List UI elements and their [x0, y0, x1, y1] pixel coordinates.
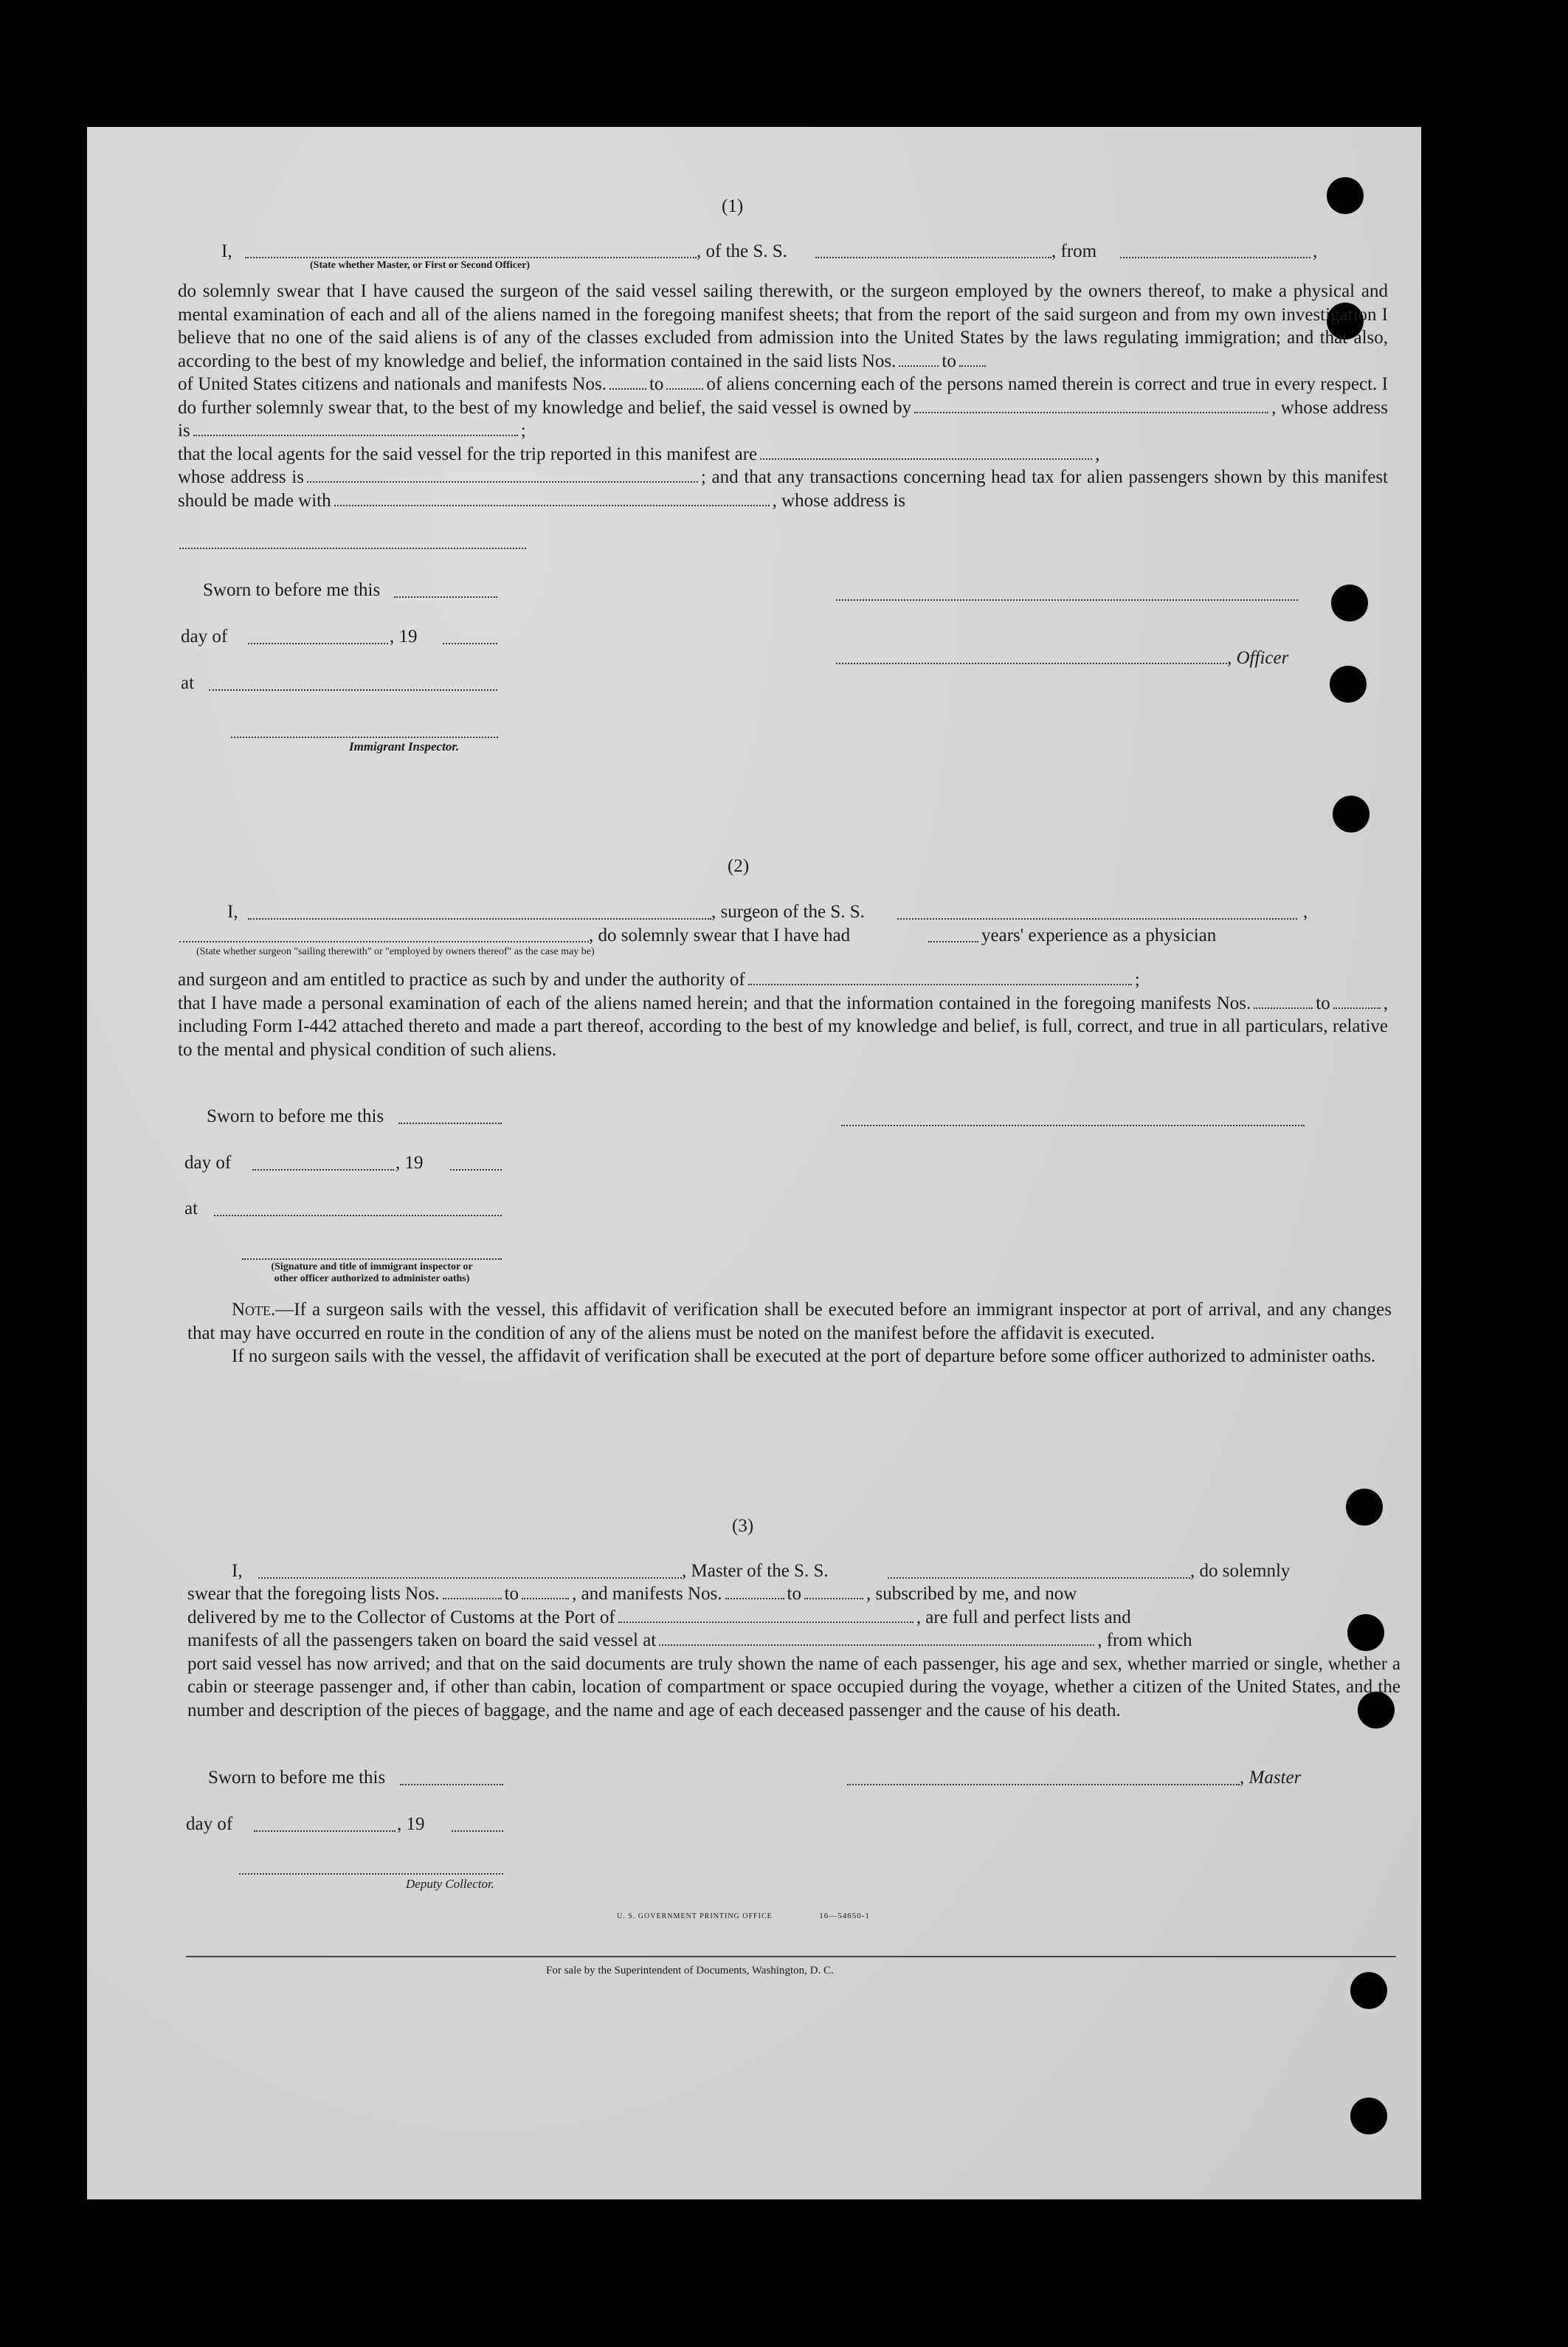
note-paragraph — [187, 1298, 1392, 1368]
text: , are full and perfect lists and — [916, 1607, 1131, 1627]
text: years' experience as a physician — [981, 926, 1217, 945]
fill-line[interactable] — [888, 1577, 1190, 1579]
punch-hole — [1330, 666, 1367, 703]
text: , including Form I-442 attached thereto and made a part thereof, according to the best of my knowledge and belief, is full, correct, and true in all particulars, relative to the mental and physical condition of such aliens. — [178, 993, 1388, 1060]
punch-hole — [1350, 2098, 1387, 2134]
fill-line[interactable] — [899, 363, 939, 367]
text: —If a surgeon sails with the vessel, this affidavit of verification shall be executed before an immigrant inspector at port of arrival, and any changes that may have occurred en route in the condition of any of the aliens must be noted on the manifest before the affidavit is executed. — [187, 1300, 1392, 1343]
fill-line[interactable] — [1333, 1005, 1381, 1009]
footer-text: For sale by the Superintendent of Documents, Washington, D. C. — [546, 1965, 834, 1976]
text: , whose address is — [178, 397, 1388, 441]
text: to — [1316, 993, 1330, 1013]
text: , do solemnly — [1190, 1561, 1291, 1581]
text: day of — [181, 627, 228, 647]
text: , 19 — [397, 1814, 425, 1834]
section-number: (1) — [722, 196, 744, 216]
text: to — [504, 1584, 519, 1604]
text: manifests of all the passengers taken on board the said vessel at — [187, 1630, 657, 1650]
fill-line[interactable] — [394, 596, 497, 598]
text: delivered by me to the Collector of Customs at the Port of — [187, 1607, 615, 1627]
signature-line[interactable] — [841, 1125, 1305, 1126]
text: that the local agents for the said vessel for the trip reported in this manifest are — [178, 444, 758, 464]
text: to — [942, 351, 956, 371]
fill-line[interactable] — [400, 1784, 503, 1785]
signature-title: , Officer — [1227, 648, 1289, 668]
fill-line[interactable] — [897, 918, 1297, 920]
fill-line[interactable] — [928, 941, 978, 942]
fill-line[interactable] — [214, 1215, 502, 1216]
punch-hole — [1327, 177, 1364, 214]
fill-line[interactable] — [452, 1830, 503, 1832]
text: whose address is — [178, 467, 304, 487]
fill-line[interactable] — [1120, 257, 1310, 258]
fill-line[interactable] — [748, 982, 1132, 985]
form-number: 16—54650-1 — [819, 1912, 870, 1920]
text: , Master of the S. S. — [682, 1561, 829, 1581]
punch-hole — [1333, 796, 1370, 833]
note-label: Note. — [232, 1300, 276, 1320]
caption: (State whether surgeon "sailing therewith" or "employed by owners thereof" as the case may be) — [196, 946, 595, 957]
caption-line: (Signature and title of immigrant inspector or — [271, 1261, 473, 1272]
signature-line[interactable] — [836, 599, 1298, 601]
text: do solemnly swear that I have caused the surgeon of the said vessel sailing therewith, or the surgeon employed by the owners thereof, to make a physical and mental examination of each and all of the aliens named in the foregoing manifest sheets; that from the report of the said surgeon and from my own investigation I believe that no one of the said aliens is of any of the classes excluded from admission into the United States by the laws regulating immigration; and that also, according to the best of my knowledge and belief, the information contained in the said lists Nos. — [178, 281, 1388, 371]
signature-line[interactable] — [847, 1784, 1240, 1785]
section-number: (3) — [732, 1516, 754, 1536]
caption: (State whether Master, or First or Second Officer) — [310, 260, 531, 271]
text: , 19 — [396, 1153, 424, 1173]
text: Sworn to before me this — [203, 580, 381, 600]
text: , do solemnly swear that I have had — [589, 926, 851, 945]
printer-imprint — [617, 1912, 870, 1920]
text: of aliens concerning each of the persons named therein is correct and true in every respect. I do further solemnly swear that, to the best of my knowledge and belief, the said vessel is owned by — [178, 374, 1388, 418]
fill-line[interactable] — [248, 643, 388, 644]
fill-line[interactable] — [179, 941, 589, 942]
punch-hole — [1350, 1972, 1387, 2009]
text: , 19 — [390, 627, 418, 647]
text: , from which — [1097, 1630, 1192, 1650]
text: If no surgeon sails with the vessel, the affidavit of verification shall be executed at the port of departure before some officer authorized to administer oaths. — [232, 1346, 1376, 1366]
text: I, — [232, 1561, 243, 1581]
fill-line[interactable] — [307, 479, 698, 483]
oath-paragraph: do solemnly swear that I have caused the surgeon of the said vessel sailing therewith, or the surgeon employed by the owners thereof, to make a physical and mental examination of each and all of the aliens named in the foregoing manifest sheets; that from the report of the said surgeon and from my own investigation I believe that no one of the said aliens is of any of the classes excluded from admission into the United States by the laws regulating immigration; and that also, according to the best of my knowledge and belief, the information contained in the said lists Nos. to of United States citizens and nationals and manifests Nos. to of aliens concerning each of the persons named therein is correct and true in every respect. I do further solemnly swear that, to the best of my knowledge and belief, the said vessel is owned by , whose address is ; that the local agents for the said vessel for the trip reported in this manifest are , whose address is ; and that any transactions concerning head tax for alien passengers shown by this manifest should be made with , whose address is — [178, 281, 1388, 511]
fill-line[interactable] — [450, 1169, 502, 1171]
fill-line[interactable] — [254, 1830, 396, 1832]
fill-line[interactable] — [815, 257, 1051, 258]
fill-line[interactable] — [334, 503, 770, 506]
text: and surgeon and am entitled to practice as such by and under the authority of — [178, 970, 745, 990]
oath-paragraph — [187, 1582, 1401, 1722]
form-sheet — [87, 127, 1421, 2199]
text: of United States citizens and nationals and manifests Nos. — [178, 374, 607, 394]
text: at — [181, 673, 195, 693]
fill-line[interactable] — [804, 1596, 863, 1599]
fill-line[interactable] — [609, 386, 646, 390]
signature-title: , Master — [1240, 1768, 1302, 1788]
fill-line[interactable] — [443, 643, 497, 644]
fill-line[interactable] — [1254, 1005, 1313, 1009]
signature-title: Immigrant Inspector. — [349, 740, 460, 754]
caption-line: other officer authorized to administer oaths) — [274, 1273, 470, 1284]
footer-divider — [186, 1956, 1396, 1957]
fill-line[interactable] — [725, 1596, 784, 1599]
text: to — [787, 1584, 801, 1604]
text: , subscribed by me, and now — [866, 1584, 1077, 1604]
fill-line[interactable] — [398, 1123, 502, 1124]
fill-line[interactable] — [760, 456, 1092, 460]
fill-line[interactable] — [666, 386, 703, 390]
text: , — [1313, 241, 1318, 261]
text: U. S. GOVERNMENT PRINTING OFFICE — [617, 1912, 773, 1920]
text: , of the S. S. — [697, 241, 787, 261]
fill-line[interactable] — [179, 548, 526, 549]
signature-line[interactable] — [836, 663, 1227, 664]
fill-line[interactable] — [209, 689, 497, 691]
text: to — [649, 374, 664, 394]
fill-line[interactable] — [193, 432, 518, 436]
text: I, — [221, 241, 232, 261]
fill-line[interactable] — [522, 1596, 569, 1599]
text: , surgeon of the S. S. — [711, 902, 865, 922]
text: I, — [227, 902, 238, 922]
section-number: (2) — [728, 856, 750, 876]
oath-paragraph: and surgeon and am entitled to practice as such by and under the authority of ; that I have made a personal examination of each of the aliens named herein; and that the information contained in the foregoing manifests Nos. to , including Form I-442 attached thereto and made a part thereof, according to the best of my knowledge and belief, is full, correct, and true in all particulars, relative to the mental and physical condition of such aliens. — [178, 970, 1388, 1060]
fill-line[interactable] — [618, 1619, 913, 1623]
fill-line[interactable] — [659, 1642, 1094, 1646]
fill-line[interactable] — [443, 1596, 502, 1599]
punch-hole — [1331, 585, 1368, 621]
signature-line[interactable] — [231, 737, 498, 738]
text: , from — [1051, 241, 1097, 261]
text: day of — [184, 1153, 232, 1173]
text: day of — [186, 1814, 233, 1834]
signature-caption — [242, 1261, 502, 1285]
fill-line[interactable] — [959, 363, 986, 367]
text: , and manifests Nos. — [572, 1584, 722, 1604]
signature-line[interactable] — [242, 1258, 502, 1260]
text: port said vessel has now arrived; and that on the said documents are truly shown the name of each passenger, his age and sex, whether married or single, whether a cabin or steerage passenger and, if other than cabin, location of compartment or space occupied during the voyage, whether a citizen of the United States, and the number and description of the pieces of baggage, and the name and age of each deceased passenger and the cause of his death. — [187, 1653, 1401, 1720]
signature-title: Deputy Collector. — [406, 1877, 494, 1891]
fill-line[interactable] — [248, 918, 711, 920]
text: Sworn to before me this — [208, 1768, 386, 1788]
text: swear that the foregoing lists Nos. — [187, 1584, 440, 1604]
fill-line[interactable] — [252, 1169, 394, 1171]
text: Sworn to before me this — [207, 1106, 384, 1126]
fill-line[interactable] — [245, 257, 697, 258]
signature-line[interactable] — [239, 1873, 503, 1875]
text: , — [1303, 902, 1308, 922]
fill-line[interactable] — [258, 1577, 682, 1579]
text: at — [184, 1199, 198, 1219]
punch-hole — [1346, 1489, 1383, 1526]
fill-line[interactable] — [914, 410, 1268, 413]
text: , whose address is — [772, 490, 906, 511]
text: that I have made a personal examination of each of the aliens named herein; and that the information contained in the foregoing manifests Nos. — [178, 993, 1251, 1013]
text: ; and that any transactions concerning head tax for alien passengers shown by this manifest should be made with — [178, 467, 1388, 511]
